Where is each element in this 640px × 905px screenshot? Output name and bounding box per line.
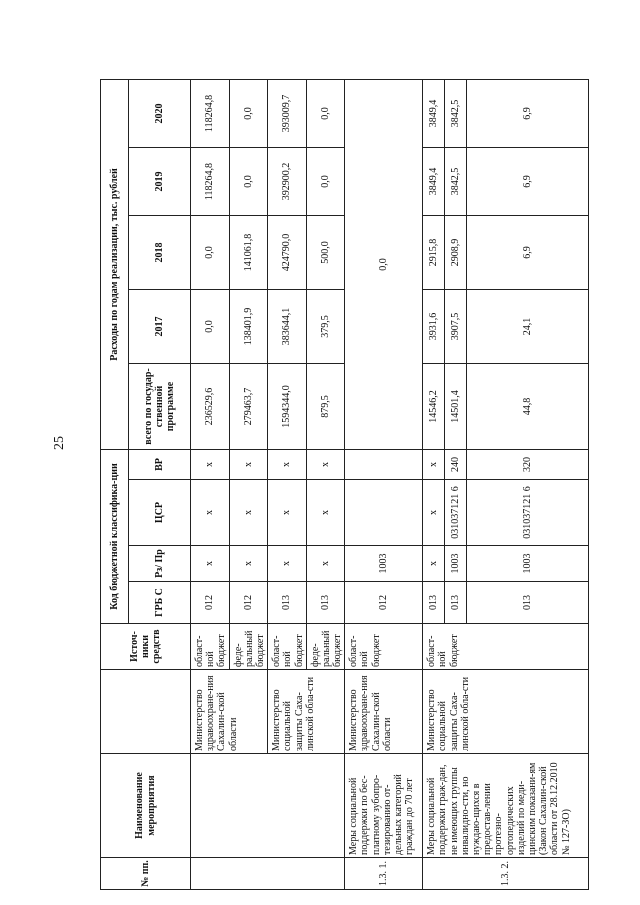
header-total: всего по государ-ственной программе <box>129 364 191 450</box>
cell-grbs: 013 <box>445 582 467 624</box>
cell-rzpr: x <box>229 546 268 582</box>
header-grbs: ГРБ С <box>129 582 191 624</box>
cell-2019: 0,0 <box>229 148 268 216</box>
cell-executor: Министерство здравоохране-ния Сахалин-ской области <box>345 670 423 754</box>
cell-grbs: 013 <box>306 582 345 624</box>
cell-total: 1594344,0 <box>268 364 307 450</box>
cell-grbs: 013 <box>467 582 589 624</box>
cell-2019: 0,0 <box>306 148 345 216</box>
header-csr: ЦСР <box>129 480 191 546</box>
cell-2017: 0,0 <box>191 290 230 364</box>
cell-csr: 031037121 6 <box>445 480 467 546</box>
cell-source: област-ной бюджет <box>345 624 423 670</box>
header-vr: ВР <box>129 450 191 480</box>
cell-2017: 24,1 <box>467 290 589 364</box>
cell-rzpr: 1003 <box>445 546 467 582</box>
cell-total: 44,8 <box>467 364 589 450</box>
cell-name <box>191 754 345 858</box>
cell-2019: 3849,4 <box>423 148 445 216</box>
cell-2019: 118264,8 <box>191 148 230 216</box>
cell-2018: 500,0 <box>306 216 345 290</box>
budget-table-wrapper <box>100 80 572 890</box>
cell-vr: x <box>191 450 230 480</box>
budget-table <box>100 79 589 890</box>
cell-2018: 424790,0 <box>268 216 307 290</box>
header-source: Источ-ники средств <box>101 624 191 670</box>
cell-total: 0,0 <box>345 79 423 449</box>
cell-2019: 392900,2 <box>268 148 307 216</box>
cell-source: област-ной бюджет <box>191 624 230 670</box>
cell-2020: 3842,5 <box>445 79 467 147</box>
cell-rzpr: 1003 <box>467 546 589 582</box>
cell-num <box>191 858 345 890</box>
cell-executor: Министерство здравоохране-ния Сахалин-ской области <box>191 670 268 754</box>
cell-total: 236529,6 <box>191 364 230 450</box>
cell-2017: 3907,5 <box>445 290 467 364</box>
header-rzpr: Рз/ Пр <box>129 546 191 582</box>
cell-2017: 379,5 <box>306 290 345 364</box>
page-number: 25 <box>52 436 67 450</box>
cell-vr: x <box>268 450 307 480</box>
cell-csr: x <box>268 480 307 546</box>
cell-source: област-ной бюджет <box>423 624 589 670</box>
table-row <box>191 79 230 889</box>
cell-num: 1.3. 2. <box>423 858 589 890</box>
header-num: № пп. <box>101 858 191 890</box>
cell-source: феде-ральный бюджет <box>229 624 268 670</box>
table-row <box>345 79 423 889</box>
cell-rzpr: x <box>306 546 345 582</box>
cell-2020: 3849,4 <box>423 79 445 147</box>
cell-2019: 6,9 <box>467 148 589 216</box>
cell-csr: x <box>306 480 345 546</box>
cell-executor: Министерство социальной защиты Саха-линской обла-сти <box>268 670 345 754</box>
cell-2020: 393009,7 <box>268 79 307 147</box>
cell-2017: 138401,9 <box>229 290 268 364</box>
cell-2019: 3842,5 <box>445 148 467 216</box>
cell-grbs: 012 <box>345 582 423 624</box>
cell-csr: 031037121 6 <box>467 480 589 546</box>
cell-grbs: 012 <box>191 582 230 624</box>
cell-total: 879,5 <box>306 364 345 450</box>
header-budget-code: Код бюджетной классифика-ции <box>101 450 129 624</box>
table-row <box>423 79 445 889</box>
cell-total: 14501,4 <box>445 364 467 450</box>
cell-csr: x <box>191 480 230 546</box>
cell-vr: 320 <box>467 450 589 480</box>
header-executor <box>101 670 191 754</box>
cell-grbs: 012 <box>229 582 268 624</box>
cell-rzpr: x <box>423 546 445 582</box>
cell-2017: 3931,6 <box>423 290 445 364</box>
cell-grbs: 013 <box>268 582 307 624</box>
cell-2018: 2915,8 <box>423 216 445 290</box>
header-name: Наименование мероприятия <box>101 754 191 858</box>
cell-csr: x <box>229 480 268 546</box>
cell-csr: x <box>423 480 445 546</box>
cell-vr: x <box>229 450 268 480</box>
cell-2018: 0,0 <box>191 216 230 290</box>
cell-num: 1.3. 1. <box>345 858 423 890</box>
cell-vr: x <box>423 450 445 480</box>
cell-rzpr: 1003 <box>345 546 423 582</box>
header-expenses: Расходы по годам реализации, тыс. рублей <box>101 79 129 449</box>
cell-csr <box>345 480 423 546</box>
cell-rzpr: x <box>268 546 307 582</box>
cell-total: 279463,7 <box>229 364 268 450</box>
header-2019: 2019 <box>129 148 191 216</box>
cell-vr <box>345 450 423 480</box>
cell-2020: 118264,8 <box>191 79 230 147</box>
cell-source: област-ной бюджет <box>268 624 307 670</box>
cell-name: Меры социальной поддержки по бес-платному зубопро-тезированию от-дельных категорий граждан до 70 лет <box>345 754 423 858</box>
cell-rzpr: x <box>191 546 230 582</box>
cell-2020: 6,9 <box>467 79 589 147</box>
cell-name: Меры социальной поддержки граж-дан, не имеющих группы инвалидно-сти, но нуждаю-щихся в предостав-лении протезно-ортопедических изделий по меди-цинским показани-ям (Закон Сахалин-ской области от 28.12.2010 № 127-ЗО) <box>423 754 589 858</box>
cell-vr: x <box>306 450 345 480</box>
cell-source: феде-ральный бюджет <box>306 624 345 670</box>
cell-2020: 0,0 <box>229 79 268 147</box>
cell-vr: 240 <box>445 450 467 480</box>
cell-2018: 141061,8 <box>229 216 268 290</box>
cell-executor: Министерство социальной защиты Саха-линской обла-сти <box>423 670 589 754</box>
header-2018: 2018 <box>129 216 191 290</box>
cell-total: 14546,2 <box>423 364 445 450</box>
header-2020: 2020 <box>129 79 191 147</box>
cell-2017: 383644,1 <box>268 290 307 364</box>
cell-grbs: 013 <box>423 582 445 624</box>
cell-2018: 2908,9 <box>445 216 467 290</box>
cell-2020: 0,0 <box>306 79 345 147</box>
cell-2018: 6,9 <box>467 216 589 290</box>
header-2017: 2017 <box>129 290 191 364</box>
